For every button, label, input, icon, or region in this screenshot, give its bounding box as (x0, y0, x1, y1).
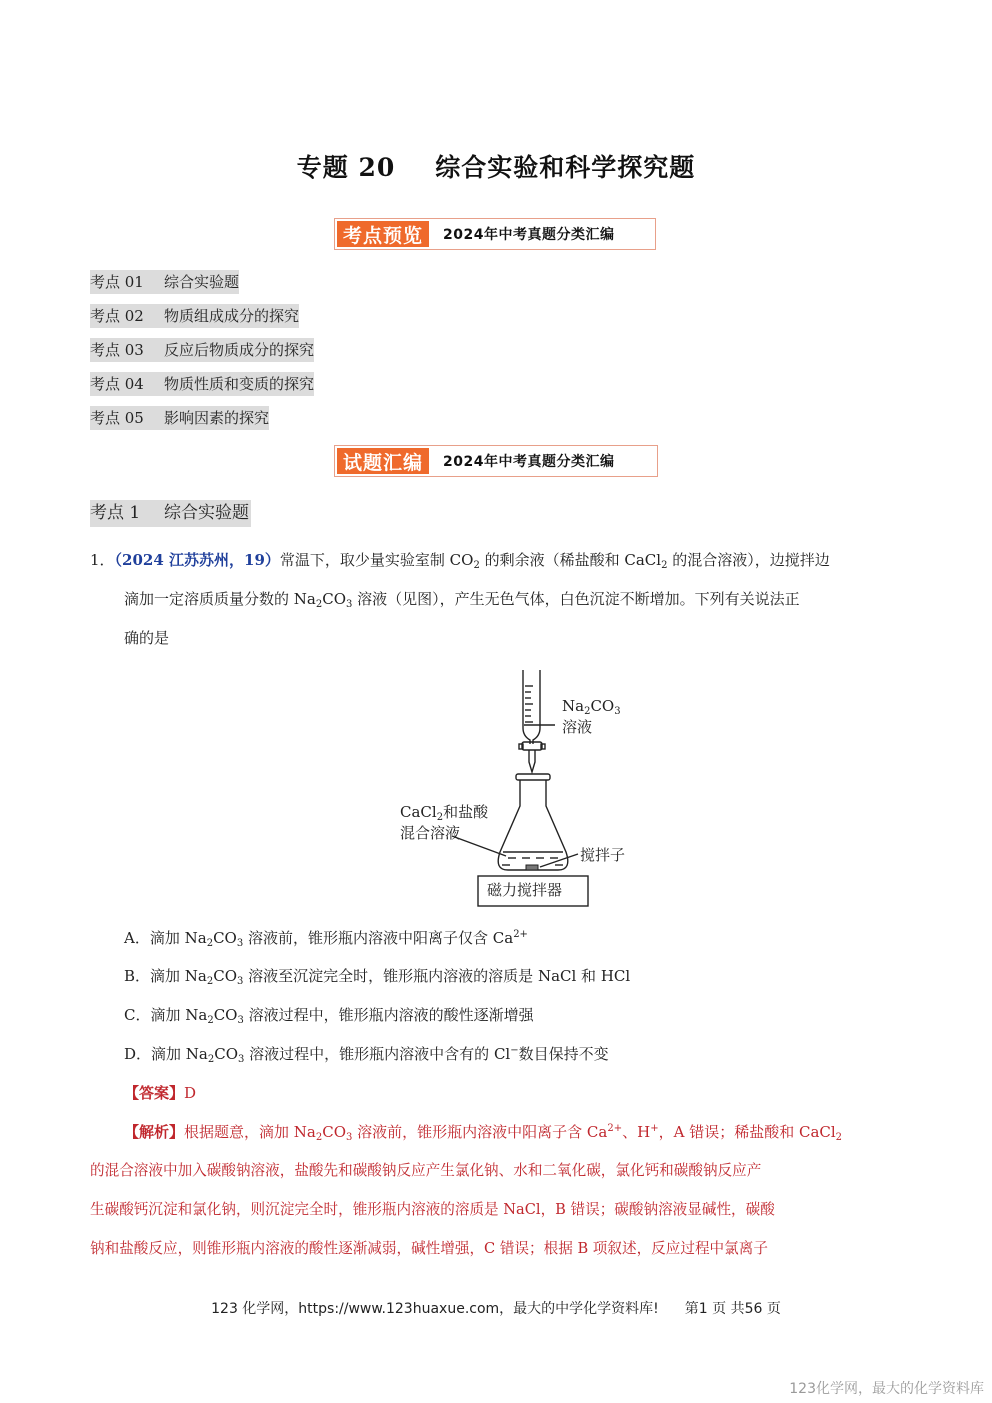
text: CO (322, 590, 346, 608)
answer (124, 1083, 196, 1103)
toc-item-label: 物质组成成分的探究 (164, 307, 300, 325)
toc-item[interactable] (90, 338, 314, 362)
section-heading (90, 500, 251, 527)
text: 确的是 (124, 629, 170, 647)
toc-item-label: 综合实验题 (164, 273, 240, 291)
preview-banner-subtitle: 2024年中考真题分类汇编 (443, 227, 615, 243)
analysis-line-4: 钠和盐酸反应，则锥形瓶内溶液的酸性逐渐减弱，碱性增强，C 错误；根据 B 项叙述，反应过程中氯离子 (90, 1240, 768, 1257)
text: 滴加一定溶质质量分数的 Na (124, 590, 316, 608)
text: 数目保持不变 (518, 1045, 609, 1063)
questions-banner-tag: 试题汇编 (337, 448, 429, 474)
text: CO (322, 1123, 347, 1141)
text: 根据题意，滴加 Na (184, 1123, 316, 1141)
subscript: 2 (207, 1015, 214, 1026)
superscript: 2+ (513, 929, 528, 940)
subscript: 2 (206, 976, 214, 987)
option-letter: C． (124, 1006, 151, 1024)
text: 的混合溶液），边搅拌边 (667, 551, 830, 569)
text: 溶液（见图），产生无色气体，白色沉淀不断增加。下列有关说法正 (352, 590, 800, 608)
text: 溶液至沉淀完全时，锥形瓶内溶液的溶质是 NaCl 和 HCl (243, 967, 631, 985)
toc-item-number: 考点 03 (90, 341, 144, 359)
toc-item[interactable] (90, 304, 299, 328)
option-letter: A． (124, 929, 150, 947)
toc-item-number: 考点 02 (90, 307, 144, 325)
flask-contents-label-2: 混合溶液 (400, 824, 461, 842)
stir-bar-label: 搅拌子 (580, 846, 626, 864)
answer-value: D (184, 1084, 197, 1102)
answer-label: 【答案】 (124, 1084, 185, 1102)
text: CaCl (400, 803, 437, 821)
text: 常温下，取少量实验室制 CO (279, 551, 474, 569)
subscript: 2 (206, 938, 214, 949)
burette-icon (523, 670, 540, 744)
text: 溶液过程中，锥形瓶内溶液中含有的 Cl (244, 1045, 511, 1063)
subscript: 2 (315, 1132, 323, 1143)
toc-item[interactable] (90, 406, 269, 430)
page-title (0, 148, 992, 184)
toc-item-label: 影响因素的探究 (164, 409, 270, 427)
text: 溶液过程中，锥形瓶内溶液的酸性逐渐增强 (243, 1006, 534, 1024)
flask-contents-label (400, 802, 488, 822)
question-line-3 (124, 628, 169, 648)
subscript: 3 (237, 1015, 244, 1026)
option-b[interactable] (124, 966, 630, 986)
questions-banner-subtitle: 2024年中考真题分类汇编 (443, 454, 615, 470)
footer-text: 123 化学网，https://www.123huaxue.com，最大的中学化学资料库! (211, 1301, 659, 1317)
text: 滴加 Na (149, 929, 207, 947)
questions-banner (334, 445, 658, 477)
subscript: 3 (237, 976, 244, 987)
text: 滴加 Na (150, 967, 207, 985)
text: 的剩余液（稀盐酸和 CaCl (479, 551, 662, 569)
section-number: 考点 1 (90, 503, 141, 523)
text: CO (590, 697, 615, 715)
title-number: 专题 20 (296, 153, 396, 182)
option-letter: B． (124, 967, 151, 985)
text: Na (562, 697, 585, 715)
toc-item-label: 物质性质和变质的探究 (164, 375, 315, 393)
subscript: 3 (614, 706, 621, 717)
question-line-2 (124, 589, 800, 609)
text: CO (213, 929, 237, 947)
text: 溶液前，锥形瓶内溶液中阳离子仅含 Ca (243, 929, 514, 947)
page-footer (0, 1298, 992, 1318)
preview-banner (334, 218, 656, 250)
subscript: 2 (661, 560, 668, 571)
page-number: 第1 页 共56 页 (684, 1301, 781, 1317)
text: CO (213, 967, 238, 985)
preview-banner-tag: 考点预览 (337, 221, 429, 247)
subscript: 2 (207, 1054, 215, 1065)
toc-item-number: 考点 05 (90, 409, 144, 427)
apparatus-figure (390, 666, 650, 912)
text: 和盐酸 (443, 803, 489, 821)
text: 溶液前，锥形瓶内溶液中阳离子含 Ca (352, 1123, 608, 1141)
text: ，A 错误；稀盐酸和 CaCl (658, 1123, 836, 1141)
subscript: 3 (236, 938, 244, 949)
text: 、H (622, 1123, 651, 1141)
analysis-line-1 (124, 1122, 842, 1142)
section-label: 综合实验题 (164, 503, 249, 523)
watermark: 123化学网，最大的化学资料库 (789, 1381, 984, 1397)
text: 滴加 Na (150, 1006, 208, 1024)
toc-item-number: 考点 04 (90, 375, 144, 393)
subscript: 2 (436, 812, 444, 823)
text: CO (213, 1006, 238, 1024)
question-line-1 (90, 550, 830, 570)
option-a[interactable] (124, 928, 528, 948)
option-d[interactable] (124, 1044, 609, 1064)
superscript: + (650, 1123, 659, 1134)
question-number: 1． (90, 551, 115, 569)
question-source: （2024 江苏苏州，19） (114, 551, 280, 569)
analysis-label: 【解析】 (124, 1123, 185, 1141)
stir-bar-icon (526, 865, 538, 870)
subscript: 2 (584, 706, 591, 717)
reagent-label-2: 溶液 (562, 718, 593, 736)
subscript: 2 (835, 1132, 843, 1143)
subscript: 2 (315, 599, 323, 610)
analysis-line-3: 生碳酸钙沉淀和氯化钠，则沉淀完全时，锥形瓶内溶液的溶质是 NaCl，B 错误；碳酸钠溶液显碱性，碳酸 (90, 1201, 775, 1218)
analysis-line-2: 的混合溶液中加入碳酸钠溶液，盐酸先和碳酸钠反应产生氯化钠、水和二氧化碳，氯化钙和碳酸钠反应产 (90, 1162, 762, 1179)
flask-icon (516, 774, 550, 780)
toc-item-label: 反应后物质成分的探究 (164, 341, 315, 359)
subscript: 2 (473, 560, 480, 571)
subscript: 3 (238, 1054, 245, 1065)
reagent-label (562, 696, 621, 716)
title-text: 综合实验和科学探究题 (435, 153, 696, 182)
subscript: 3 (346, 1132, 353, 1143)
toc-item-number: 考点 01 (90, 273, 144, 291)
stirrer-label: 磁力搅拌器 (487, 881, 563, 899)
option-letter: D． (124, 1045, 152, 1063)
text: 滴加 Na (151, 1045, 208, 1063)
option-c[interactable] (124, 1005, 534, 1025)
superscript: 2+ (607, 1123, 623, 1134)
superscript: − (510, 1045, 519, 1056)
toc-item[interactable] (90, 372, 314, 396)
toc-item[interactable] (90, 270, 239, 294)
text: CO (214, 1045, 239, 1063)
subscript: 3 (346, 599, 353, 610)
